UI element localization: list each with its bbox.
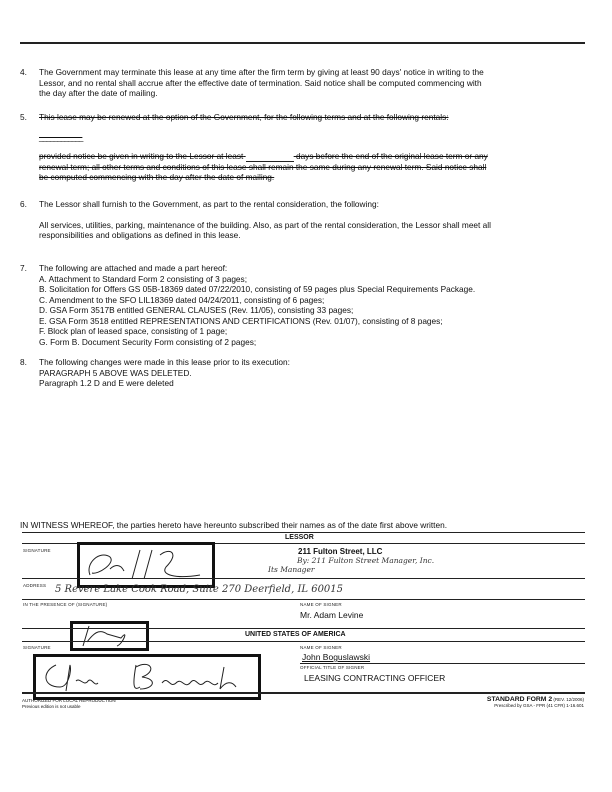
lessor-signature [80, 545, 212, 585]
footer-right [487, 697, 584, 709]
signature-label: SIGNATURE [23, 548, 51, 553]
paragraph-line: Paragraph 1.2 D and E were deleted [39, 378, 174, 388]
rule [22, 641, 585, 642]
address-label: ADDRESS [23, 583, 47, 588]
name-of-signer-label: NAME OF SIGNER [300, 602, 342, 607]
renewal-notice-after: days before the end of the original lease term or any [295, 151, 488, 161]
paragraph-line: the day after the date of mailing. [39, 88, 158, 98]
official-title: LEASING CONTRACTING OFFICER [304, 673, 446, 683]
paragraph-detail-line: responsibilities and obligations as defined in this lease. [39, 230, 241, 240]
government-signature [36, 657, 258, 697]
paragraph-number: 4. [20, 67, 27, 77]
paragraph-number: 8. [20, 357, 27, 367]
attachment-item: D. GSA Form 3517B entitled GENERAL CLAUSES (Rev. 11/05), consisting 33 pages; [39, 305, 354, 315]
struck-sub-line: ____________ [39, 131, 83, 142]
rule [300, 663, 585, 664]
lessor-heading: LESSOR [285, 534, 314, 541]
government-signer-name: John Boguslawski [302, 652, 371, 662]
witness-statement: IN WITNESS WHEREOF, the parties hereto have hereunto subscribed their names as of the date first above written. [20, 520, 448, 530]
rule [22, 692, 585, 694]
paragraph-line: The following changes were made in this lease prior to its execution: [39, 357, 290, 367]
footer-previous-edition: Previous edition is not usable [22, 704, 81, 709]
days-blank [246, 153, 294, 162]
renewal-notice-line [39, 151, 559, 162]
paragraph-line-struck: be computed commencing with the day after the date of mailing. [39, 172, 275, 182]
lessor-signer-name: Mr. Adam Levine [300, 610, 364, 620]
paragraph-line: PARAGRAPH 5 ABOVE WAS DELETED. [39, 367, 192, 378]
paragraph-line: The following are attached and made a part hereof: [39, 263, 228, 273]
rule [22, 628, 585, 629]
paragraph-line: The Government may terminate this lease at any time after the firm term by giving at least 90 days' notice in writing to the [39, 67, 484, 77]
paragraph-line: Lessor, and no rental shall accrue after the effective date of termination. Said notice shall be computed commencing with [39, 77, 482, 88]
attachment-item: C. Amendment to the SFO LIL18369 dated 04/24/2011, consisting of 6 pages; [39, 294, 325, 305]
lessor-title-handwritten: Its Manager [268, 565, 315, 574]
paragraph-number: 5. [20, 112, 27, 122]
paragraph-detail-line: All services, utilities, parking, maintenance of the building. Also, as part of the rental consideration, the Lessor shall meet all [39, 219, 491, 230]
form-prescribed: Prescribed by GSA - FPR (41 CFR) 1-16.601 [494, 703, 584, 708]
paragraph-line-struck: This lease may be renewed at the option of the Government, for the following terms and at the following rentals: [39, 112, 449, 122]
attachment-item: G. Form B. Document Security Form consisting of 2 pages; [39, 336, 257, 347]
footer-left [22, 698, 116, 710]
footer-reproduction-note: AUTHORIZED FOR LOCAL REPRODUCTION [22, 698, 116, 703]
attachment-item: F. Block plan of leased space, consisting of 1 page; [39, 326, 228, 336]
attachment-item: B. Solicitation for Offers GS 05B-18369 dated 07/22/2010, consisting of 59 pages plus Special Requirements Package. [39, 284, 476, 294]
renewal-notice-before: provided notice be given in writing to the Lessor at least [39, 151, 244, 161]
paragraph-number: 7. [20, 263, 27, 273]
paragraph-line: The Lessor shall furnish to the Government, as part to the rental consideration, the following: [39, 199, 379, 209]
attachment-item: E. GSA Form 3518 entitled REPRESENTATIONS AND CERTIFICATIONS (Rev. 01/07), consisting of 8 pages; [39, 315, 443, 326]
signature-label: SIGNATURE [23, 645, 51, 650]
official-title-label: OFFICIAL TITLE OF SIGNER [300, 665, 365, 670]
address-handwritten: 5 Revere Lake Cook Road, Suite 270 Deerfield, IL 60015 [55, 584, 344, 595]
rule [22, 599, 585, 600]
government-heading: UNITED STATES OF AMERICA [245, 631, 346, 638]
lessor-company: 211 Fulton Street, LLC [298, 547, 383, 556]
lessor-signature-box [77, 542, 215, 588]
form-revision: (REV. 12/2006) [553, 697, 584, 702]
paragraph-number: 6. [20, 199, 27, 209]
witness-signature-box [70, 621, 149, 651]
attachment-item: A. Attachment to Standard Form 2 consisting of 3 pages; [39, 273, 247, 284]
rule [22, 532, 585, 533]
rule [22, 578, 585, 579]
paragraph-line-struck: renewal term; all other terms and conditions of this lease shall remain the same during any renewal term. Said notice shall [39, 161, 487, 172]
top-rule [20, 42, 585, 44]
form-name: STANDARD FORM 2 [486, 696, 553, 703]
presence-label: IN THE PRESENCE OF (SIGNATURE) [23, 602, 108, 607]
lessor-company-handwritten: By: 211 Fulton Street Manager, Inc. [297, 556, 435, 565]
name-of-signer-label: NAME OF SIGNER [300, 645, 342, 650]
